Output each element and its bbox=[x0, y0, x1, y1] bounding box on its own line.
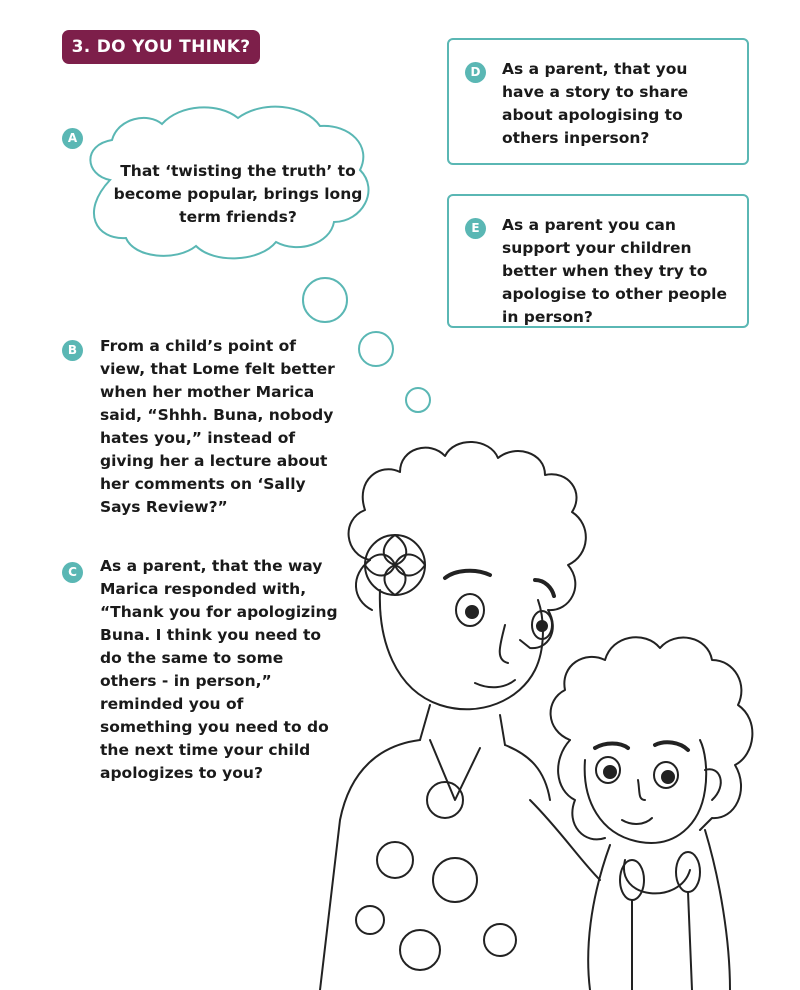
question-d-text: As a parent, that you have a story to share about apologising to others inperson? bbox=[502, 60, 689, 147]
question-c-text: As a parent, that the way Marica responded with, “Thank you for apologizing Buna. I think you need to do the same to some others - in person,” reminded you of something you need to do the next time your child apologizes to you? bbox=[100, 557, 338, 782]
thought-bubble bbox=[406, 388, 430, 412]
question-e-box bbox=[447, 194, 749, 328]
thought-bubble bbox=[303, 278, 347, 322]
section-heading: 3. DO YOU THINK? bbox=[62, 30, 260, 64]
question-b-badge: B bbox=[62, 340, 83, 361]
question-e-text: As a parent you can support your children better when they try to apologise to other people in person? bbox=[502, 216, 727, 326]
question-b-text: From a child’s point of view, that Lome felt better when her mother Marica said, “Shhh. Buna, nobody hates you,” instead of giving her a lecture about her comments on ‘Sally Says Review?” bbox=[100, 337, 335, 516]
thought-bubble bbox=[359, 332, 393, 366]
mother-and-child-drawing bbox=[320, 442, 752, 990]
question-c-badge: C bbox=[62, 562, 83, 583]
question-e-badge: E bbox=[465, 218, 486, 239]
question-a-text: That ‘twisting the truth’ to become popular, brings long term friends? bbox=[113, 162, 363, 226]
question-a-badge: A bbox=[62, 128, 83, 149]
question-d-box bbox=[447, 38, 749, 165]
question-d-badge: D bbox=[465, 62, 486, 83]
